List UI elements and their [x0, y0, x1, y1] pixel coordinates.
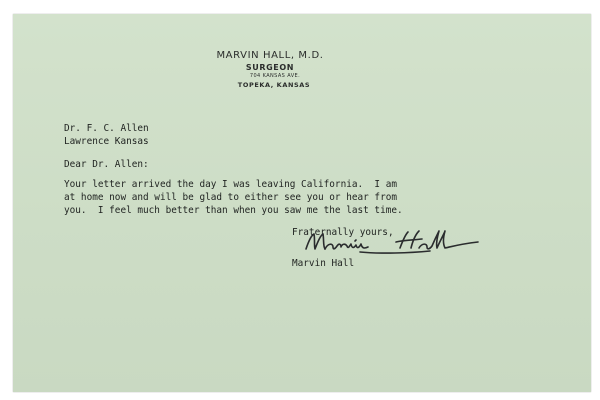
- recipient-name: Dr. F. C. Allen: [64, 123, 149, 134]
- letterhead-city: TOPEKA, KANSAS: [237, 81, 311, 89]
- handwritten-signature: [300, 222, 490, 262]
- letterhead-address: 704 KANSAS AVE.: [249, 73, 301, 79]
- body-line-2: at home now and will be glad to either see you or hear from: [64, 192, 398, 203]
- typed-signature-name: Marvin Hall: [292, 258, 355, 269]
- body-line-3: you. I feel much better than when you saw me the last time.: [64, 205, 403, 216]
- letterhead-name: MARVIN HALL, M.D.: [216, 50, 324, 61]
- salutation: Dear Dr. Allen:: [64, 159, 149, 170]
- letterhead-title: SURGEON: [245, 63, 295, 72]
- closing: Fraternally yours,: [292, 227, 394, 238]
- letterhead: [205, 51, 335, 89]
- recipient-location: Lawrence Kansas: [64, 136, 149, 147]
- body-line-1: Your letter arrived the day I was leaving California. I am: [64, 179, 398, 190]
